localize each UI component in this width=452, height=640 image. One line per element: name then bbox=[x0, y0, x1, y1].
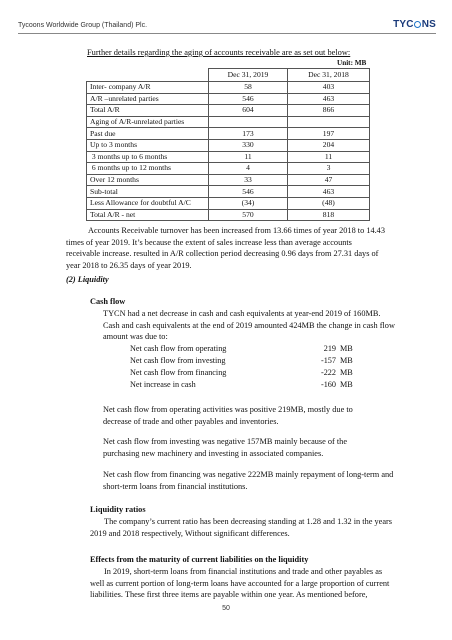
table-row bbox=[87, 93, 370, 105]
row-value-2018: 818 bbox=[288, 209, 370, 221]
header-blank-cell bbox=[87, 69, 209, 82]
row-value-2018: 463 bbox=[288, 93, 370, 105]
liquidity-heading: (2) Liquidity bbox=[66, 275, 109, 284]
row-value-2018: 47 bbox=[288, 174, 370, 186]
investing-note-line: purchasing new machinery and investing in associated companies. bbox=[103, 448, 324, 458]
logo-o-icon bbox=[414, 21, 421, 28]
aging-intro: Further details regarding the aging of accounts receivable are as set out below: bbox=[87, 48, 351, 57]
row-value-2019: 4 bbox=[209, 163, 288, 175]
cashflow-intro-line: Cash and cash equivalents at the end of 2019 amounted 424MB the change in cash flow bbox=[103, 320, 395, 330]
table-row bbox=[87, 209, 370, 221]
ratios-line: 2019 and 2018 respectively, Without significant differences. bbox=[90, 528, 290, 538]
cashflow-item-label: Net cash flow from operating bbox=[130, 344, 227, 353]
row-label: Total A/R bbox=[87, 105, 209, 117]
effects-line: well as current portion of long-term loans have accounted for a large proportion of current bbox=[90, 578, 390, 588]
table-row bbox=[87, 151, 370, 163]
effects-line: In 2019, short-term loans from financial institutions and trade and other payables as bbox=[104, 567, 383, 576]
table-row bbox=[87, 116, 370, 128]
row-value-2019: 11 bbox=[209, 151, 288, 163]
turnover-line: Accounts Receivable turnover has been increased from 13.66 times of year 2018 to 14.43 bbox=[88, 226, 385, 235]
investing-note bbox=[103, 436, 423, 459]
row-label: A/R –unrelated parties bbox=[87, 93, 209, 105]
logo-text-right: NS bbox=[421, 19, 436, 30]
row-value-2019: 546 bbox=[209, 186, 288, 198]
cashflow-heading: Cash flow bbox=[90, 297, 126, 306]
company-logo bbox=[393, 19, 436, 30]
row-value-2019: 330 bbox=[209, 139, 288, 151]
cashflow-item-value: -222 bbox=[320, 368, 336, 377]
turnover-line: receivable increase. resulted in A/R collection period decreasing 0.96 days from 27.31 days of bbox=[66, 249, 379, 259]
row-label: 6 months up to 12 months bbox=[87, 163, 209, 175]
table-row bbox=[87, 186, 370, 198]
header-company-name: Tycoons Worldwide Group (Thailand) Plc. bbox=[18, 22, 148, 29]
row-value-2019 bbox=[209, 116, 288, 128]
row-value-2019: 604 bbox=[209, 105, 288, 117]
liquidity-ratios-text bbox=[90, 516, 424, 539]
cashflow-item-label: Net cash flow from investing bbox=[130, 356, 226, 365]
col-header-2018: Dec 31, 2018 bbox=[288, 69, 370, 82]
cashflow-intro-line: TYCN had a net decrease in cash and cash equivalents at year-end 2019 of 160MB. bbox=[103, 309, 381, 318]
cashflow-item-value: -160 bbox=[320, 380, 336, 389]
table-row bbox=[87, 163, 370, 175]
table-row bbox=[87, 139, 370, 151]
cashflow-item-unit: MB bbox=[340, 344, 353, 353]
page-number: 50 bbox=[222, 605, 230, 612]
row-label: Inter- company A/R bbox=[87, 82, 209, 94]
table-row bbox=[87, 174, 370, 186]
logo-text-left: TYC bbox=[393, 19, 414, 30]
row-label: Past due bbox=[87, 128, 209, 140]
table-row bbox=[87, 128, 370, 140]
aging-unit: Unit: MB bbox=[337, 59, 367, 67]
row-value-2018: 11 bbox=[288, 151, 370, 163]
row-label: Less Allowance for doubtful A/C bbox=[87, 197, 209, 209]
row-label: Up to 3 months bbox=[87, 139, 209, 151]
operating-note-line: decrease of trade and other payables and inventories. bbox=[103, 416, 279, 426]
header-rule bbox=[18, 33, 436, 34]
financing-note-line: short-term loans from financial institutions. bbox=[103, 481, 248, 491]
row-value-2018: 197 bbox=[288, 128, 370, 140]
row-label: Aging of A/R-unrelated parties bbox=[87, 116, 209, 128]
effects-paragraph bbox=[90, 566, 424, 601]
effects-line: liabilities. These first three items are payable within one year. As mentioned before, bbox=[90, 590, 368, 600]
table-row bbox=[87, 197, 370, 209]
row-value-2018: 403 bbox=[288, 82, 370, 94]
row-value-2019: 33 bbox=[209, 174, 288, 186]
turnover-line: year 2018 to 26.35 days of year 2019. bbox=[66, 260, 192, 270]
operating-note-line: Net cash flow from operating activities was positive 219MB, mostly due to bbox=[103, 405, 353, 414]
row-value-2019: 546 bbox=[209, 93, 288, 105]
liquidity-ratios-heading: Liquidity ratios bbox=[90, 505, 146, 514]
row-value-2019: (34) bbox=[209, 197, 288, 209]
row-value-2018: 3 bbox=[288, 163, 370, 175]
aging-table bbox=[86, 68, 370, 221]
row-value-2018: (48) bbox=[288, 197, 370, 209]
cashflow-item-label: Net increase in cash bbox=[130, 380, 196, 389]
cashflow-item-unit: MB bbox=[340, 368, 353, 377]
row-value-2018: 204 bbox=[288, 139, 370, 151]
row-label: Over 12 months bbox=[87, 174, 209, 186]
financing-note bbox=[103, 469, 423, 492]
row-value-2019: 570 bbox=[209, 209, 288, 221]
cashflow-item-unit: MB bbox=[340, 380, 353, 389]
col-header-2019: Dec 31, 2019 bbox=[209, 69, 288, 82]
turnover-paragraph bbox=[66, 225, 422, 271]
cashflow-intro-line: amount was due to: bbox=[103, 332, 168, 342]
ratios-line: The company’s current ratio has been decreasing standing at 1.28 and 1.32 in the years bbox=[104, 517, 392, 526]
cashflow-item-label: Net cash flow from financing bbox=[130, 368, 227, 377]
aging-table-header bbox=[87, 69, 370, 82]
row-label: 3 months up to 6 months bbox=[87, 151, 209, 163]
row-value-2019: 58 bbox=[209, 82, 288, 94]
effects-heading: Effects from the maturity of current liabilities on the liquidity bbox=[90, 555, 309, 564]
investing-note-line: Net cash flow from investing was negative 157MB mainly because of the bbox=[103, 437, 348, 446]
cashflow-item-value: 219 bbox=[323, 344, 336, 353]
table-row bbox=[87, 105, 370, 117]
cashflow-item-unit: MB bbox=[340, 356, 353, 365]
row-label: Total A/R - net bbox=[87, 209, 209, 221]
cashflow-item-value: -157 bbox=[320, 356, 336, 365]
row-value-2018 bbox=[288, 116, 370, 128]
row-value-2018: 463 bbox=[288, 186, 370, 198]
row-value-2019: 173 bbox=[209, 128, 288, 140]
cashflow-intro bbox=[103, 308, 425, 343]
table-row bbox=[87, 82, 370, 94]
row-value-2018: 866 bbox=[288, 105, 370, 117]
operating-note bbox=[103, 404, 423, 427]
turnover-line: times of year 2019. It’s because the extent of sales increase less than average accounts bbox=[66, 237, 352, 247]
financing-note-line: Net cash flow from financing was negative 222MB mainly repayment of long-term and bbox=[103, 470, 394, 479]
row-label: Sub-total bbox=[87, 186, 209, 198]
